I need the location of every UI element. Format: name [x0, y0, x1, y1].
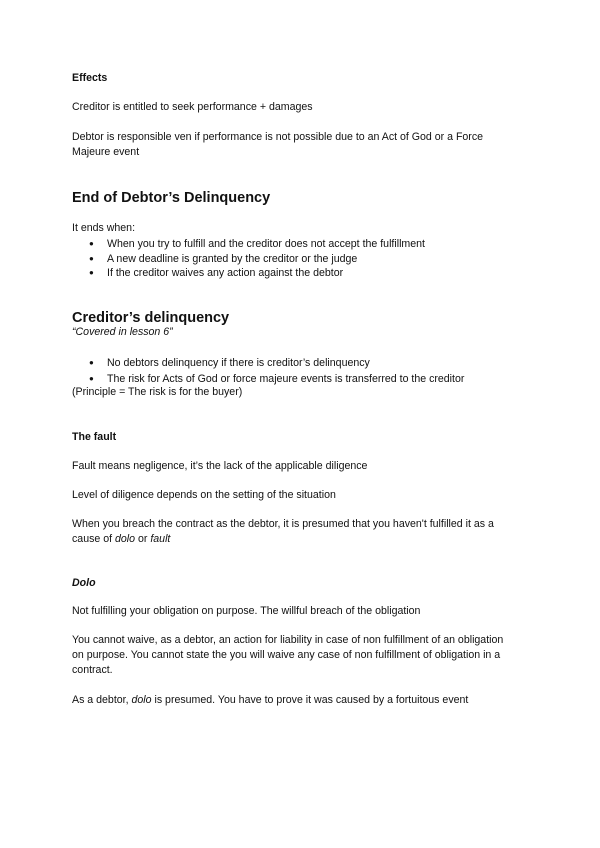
effects-paragraph-2-line-1: Debtor is responsible ven if performance is not possible due to an Act of God or a Force	[72, 131, 484, 143]
list-item-text: No debtors delinquency if there is creditor’s delinquency	[107, 357, 370, 369]
dolo-text: As a debtor,	[72, 694, 132, 706]
dolo-paragraph-1: Not fulfilling your obligation on purpose. The willful breach of the obligation	[72, 605, 421, 617]
list-item	[89, 265, 343, 281]
dolo-text: is presumed. You have to prove it was caused by a fortuitous event	[151, 694, 469, 706]
fault-text: or	[135, 533, 151, 545]
end-delinquency-heading: End of Debtor’s Delinquency	[72, 190, 271, 206]
bullet-icon: ●	[89, 254, 94, 263]
bullet-icon: ●	[89, 358, 94, 367]
dolo-term: dolo	[131, 694, 152, 706]
list-item-text: If the creditor waives any action against the debtor	[107, 267, 344, 279]
fault-term: fault	[150, 533, 171, 545]
fault-paragraph-3-line-1: When you breach the contract as the debtor, it is presumed that you haven't fulfilled it as a	[72, 518, 494, 530]
effects-paragraph-1: Creditor is entitled to seek performance + damages	[72, 101, 313, 113]
creditor-delinquency-note: “Covered in lesson 6”	[72, 326, 173, 338]
fault-paragraph-3-line-2	[72, 532, 542, 547]
list-item	[89, 236, 425, 252]
effects-paragraph-2-line-2: Majeure event	[72, 146, 140, 158]
list-item-text: The risk for Acts of God or force majeure events is transferred to the creditor	[107, 373, 465, 385]
dolo-paragraph-2-line-3: contract.	[72, 664, 113, 676]
fault-paragraph-2: Level of diligence depends on the setting of the situation	[72, 489, 336, 501]
effects-heading: Effects	[72, 72, 108, 84]
fault-heading: The fault	[72, 431, 117, 443]
dolo-term: dolo	[115, 533, 136, 545]
fault-paragraph-1: Fault means negligence, it’s the lack of the applicable diligence	[72, 460, 368, 472]
dolo-paragraph-2-line-1: You cannot waive, as a debtor, an action for liability in case of non fulfillment of an obligation	[72, 634, 504, 646]
end-delinquency-intro: It ends when:	[72, 222, 136, 234]
list-item-text: When you try to fulfill and the creditor does not accept the fulfillment	[107, 238, 425, 250]
creditor-delinquency-principle: (Principle = The risk is for the buyer)	[72, 386, 243, 398]
bullet-icon: ●	[89, 268, 94, 277]
list-item	[89, 355, 370, 371]
list-item-text: A new deadline is granted by the creditor or the judge	[107, 253, 358, 265]
bullet-icon: ●	[89, 239, 94, 248]
dolo-paragraph-2-line-2: on purpose. You cannot state the you will waive any case of non fulfillment of obligation in a	[72, 649, 501, 661]
creditor-delinquency-heading: Creditor’s delinquency	[72, 310, 230, 326]
fault-text: cause of	[72, 533, 115, 545]
dolo-paragraph-3	[72, 693, 542, 708]
dolo-heading: Dolo	[72, 577, 96, 589]
bullet-icon: ●	[89, 374, 94, 383]
